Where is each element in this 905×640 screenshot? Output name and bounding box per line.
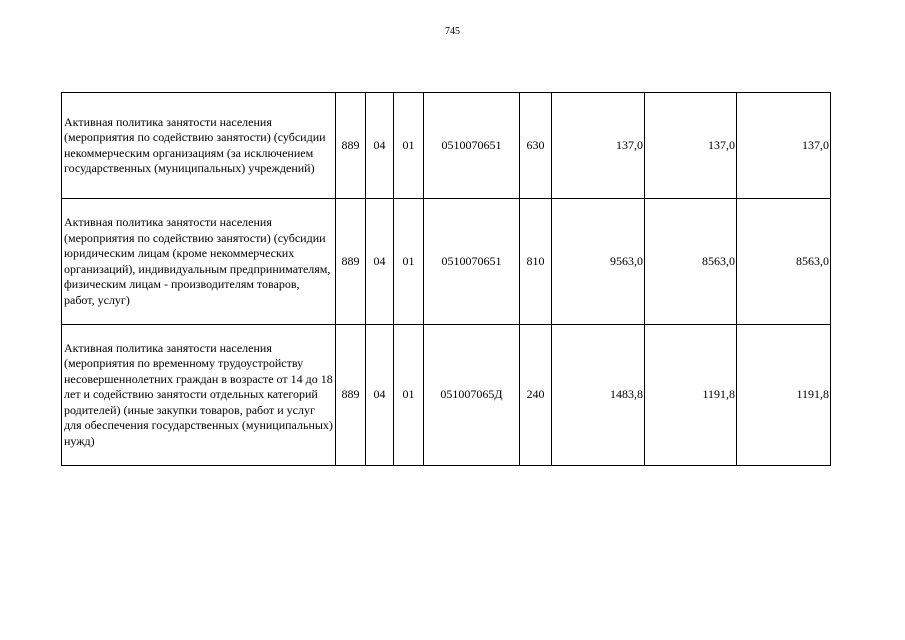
cell-name: Активная политика занятости населения (мероприятия по содействию занятости) (субсидии некоммерческим организациям (за исключением государственных (муниципальных) учреждений) bbox=[62, 93, 336, 199]
cell-ministry-code: 889 bbox=[336, 93, 366, 199]
cell-sum-1: 9563,0 bbox=[552, 199, 645, 325]
cell-target-article: 051007065Д bbox=[424, 325, 520, 466]
cell-sum-2: 1191,8 bbox=[645, 325, 737, 466]
cell-expense-type: 810 bbox=[520, 199, 552, 325]
table-row bbox=[62, 93, 831, 199]
cell-ministry-code: 889 bbox=[336, 199, 366, 325]
cell-section: 04 bbox=[366, 199, 394, 325]
cell-sum-3: 1191,8 bbox=[737, 325, 831, 466]
cell-sum-3: 8563,0 bbox=[737, 199, 831, 325]
cell-subsection: 01 bbox=[394, 325, 424, 466]
table-row bbox=[62, 199, 831, 325]
cell-ministry-code: 889 bbox=[336, 325, 366, 466]
budget-table bbox=[61, 92, 831, 466]
cell-subsection: 01 bbox=[394, 199, 424, 325]
cell-section: 04 bbox=[366, 325, 394, 466]
table-row bbox=[62, 325, 831, 466]
cell-section: 04 bbox=[366, 93, 394, 199]
cell-target-article: 0510070651 bbox=[424, 199, 520, 325]
cell-sum-2: 8563,0 bbox=[645, 199, 737, 325]
cell-sum-2: 137,0 bbox=[645, 93, 737, 199]
cell-name: Активная политика занятости населения (мероприятия по временному трудоустройству несовершеннолетних граждан в возрасте от 14 до 18 лет и содействию занятости отдельных категорий родителей) (иные закупки товаров, работ и услуг для обеспечения государственных (муниципальных) нужд) bbox=[62, 325, 336, 466]
cell-target-article: 0510070651 bbox=[424, 93, 520, 199]
cell-expense-type: 630 bbox=[520, 93, 552, 199]
cell-sum-3: 137,0 bbox=[737, 93, 831, 199]
cell-subsection: 01 bbox=[394, 93, 424, 199]
cell-sum-1: 137,0 bbox=[552, 93, 645, 199]
cell-expense-type: 240 bbox=[520, 325, 552, 466]
cell-sum-1: 1483,8 bbox=[552, 325, 645, 466]
page-number: 745 bbox=[445, 26, 460, 37]
cell-name: Активная политика занятости населения (мероприятия по содействию занятости) (субсидии юридическим лицам (кроме некоммерческих организаций), индивидуальным предпринимателям, физическим лицам - производителям товаров, работ, услуг) bbox=[62, 199, 336, 325]
